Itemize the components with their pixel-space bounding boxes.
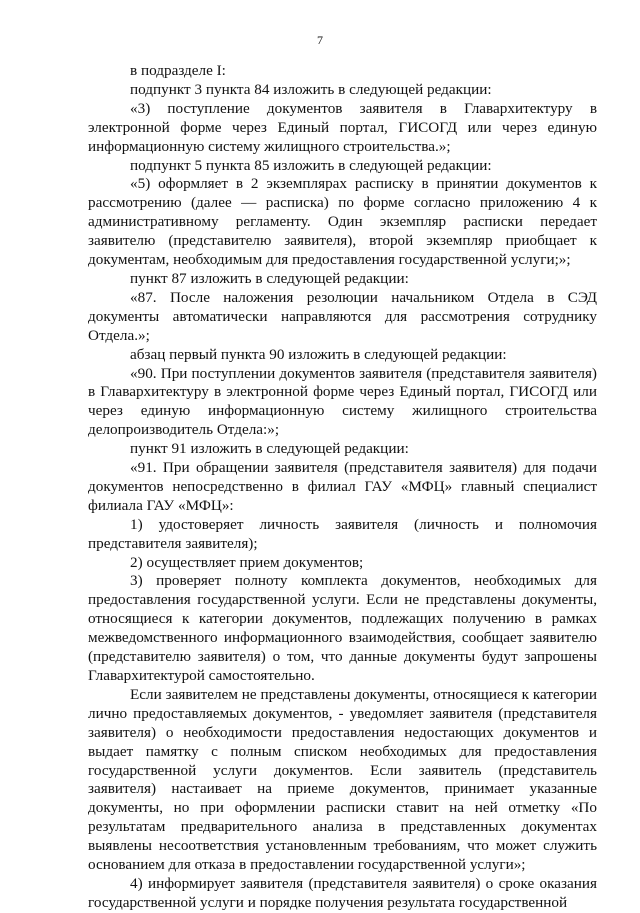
paragraph: в подразделе I: [130,62,226,79]
paragraph: «90. При поступлении документов заявителя (представителя заявителя) в Главархитектуру в электронной форме через Единый портал, ГИСОГД или через единую информационную систему жилищного строительства делопроизводитель Отдела:»; [88,364,597,439]
paragraph: 1) удостоверяет личность заявителя (личность и полномочия представителя заявителя); [88,515,597,552]
paragraph: 3) проверяет полноту комплекта документов, необходимых для предоставления государственной услуги. Если не представлены документы, относящиеся к категории документов, подлежащих получению в рамках межведомственного информационного взаимодействия, сообщает заявителю (представителю заявителя) о том, что данные документы будут запрошены Главархитектурой самостоятельно. [88,572,597,684]
paragraph: «5) оформляет в 2 экземплярах расписку в принятии документов к рассмотрению (далее — расписка) по форме согласно приложению 4 к административному регламенту. Один экземпляр расписки передает заявителю (представителю заявителя), второй экземпляр приобщает к документам, необходимым для предоставления государственной услуги;»; [88,175,597,269]
paragraph: «3) поступление документов заявителя в Главархитектуру в электронной форме через Единый портал, ГИСОГД или через единую информационную систему жилищного строительства.»; [88,99,597,155]
paragraph: абзац первый пункта 90 изложить в следующей редакции: [130,345,507,363]
paragraph: 2) осуществляет прием документов; [130,553,364,571]
paragraph: «87. После наложения резолюции начальником Отдела в СЭД документы автоматически направляются для рассмотрения сотруднику Отдела.»; [88,288,597,344]
paragraph: пункт 87 изложить в следующей редакции: [130,269,409,287]
paragraph: Если заявителем не представлены документы, относящиеся к категории лично предоставляемых документов, - уведомляет заявителя (представителя заявителя) о необходимости предоставления недостающих документов и выдает памятку с полным списком необходимых для предоставления государственной услуги документов. Если заявитель (представитель заявителя) настаивает на приеме документов, принимает указанные документы, но при оформлении расписки ставит на ней отметку «По результатам предварительного анализа в представленных документах выявлены несоответствия установленным требованиям, что может служить основанием для отказа в предоставлении государственной услуги»; [88,685,597,874]
paragraph: подпункт 3 пункта 84 изложить в следующей редакции: [130,80,492,98]
paragraph: «91. При обращении заявителя (представителя заявителя) для подачи документов непосредственно в филиал ГАУ «МФЦ» главный специалист филиала ГАУ «МФЦ»: [88,459,597,514]
paragraph: пункт 91 изложить в следующей редакции: [130,440,409,458]
document-body [88,62,597,913]
paragraph: подпункт 5 пункта 85 изложить в следующей редакции: [130,156,492,174]
paragraph: 4) информирует заявителя (представителя заявителя) о сроке оказания государственной услуги и порядке получения результата государственной [88,874,597,911]
page-number: 7 [317,33,323,47]
